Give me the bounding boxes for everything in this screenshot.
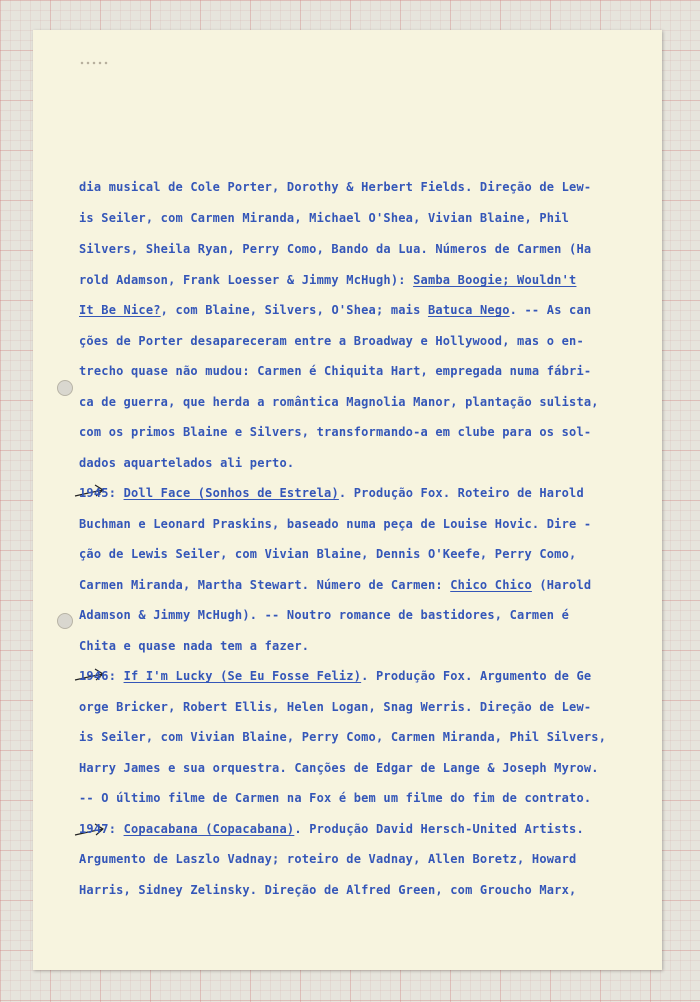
text-line: is Seiler, com Carmen Miranda, Michael O'Shea, Vivian Blaine, Phil: [79, 211, 570, 225]
text-line: Silvers, Sheila Ryan, Perry Como, Bando da Lua. Números de Carmen (Ha: [79, 242, 592, 256]
film-title: Copacabana (Copacabana): [123, 822, 295, 836]
text-line: Buchman e Leonard Praskins, baseado numa peça de Louise Hovic. Dire -: [79, 517, 592, 531]
text-line: trecho quase não mudou: Carmen é Chiquita Hart, empregada numa fábri-: [79, 364, 592, 378]
text-line: orge Bricker, Robert Ellis, Helen Logan, Snag Werris. Direção de Lew-: [79, 700, 592, 714]
song-title: Samba Boogie; Wouldn't: [413, 273, 577, 287]
film-title: Doll Face (Sonhos de Estrela): [123, 486, 339, 500]
text-line: ções de Porter desapareceram entre a Broadway e Hollywood, mas o en-: [79, 334, 584, 348]
text-line: rold Adamson, Frank Loesser & Jimmy McHugh): Samba Boogie; Wouldn't: [79, 273, 577, 287]
punch-hole: [57, 380, 73, 396]
song-title: Chico Chico: [450, 578, 532, 592]
text-line: is Seiler, com Vivian Blaine, Perry Como, Carmen Miranda, Phil Silvers,: [79, 730, 607, 744]
entry-1946: 1946: If I'm Lucky (Se Eu Fosse Feliz). Produção Fox. Argumento de Ge: [79, 669, 592, 683]
punch-hole: [57, 613, 73, 629]
text-line: -- O último filme de Carmen na Fox é bem um filme do fim de contrato.: [79, 791, 592, 805]
text-line: ção de Lewis Seiler, com Vivian Blaine, Dennis O'Keefe, Perry Como,: [79, 547, 577, 561]
text-line: Harris, Sidney Zelinsky. Direção de Alfred Green, com Groucho Marx,: [79, 883, 577, 897]
film-title: If I'm Lucky (Se Eu Fosse Feliz): [123, 669, 362, 683]
pencil-marks: [79, 60, 109, 66]
text-line: com os primos Blaine e Silvers, transformando-a em clube para os sol-: [79, 425, 592, 439]
entry-1945: 1945: Doll Face (Sonhos de Estrela). Produção Fox. Roteiro de Harold: [79, 486, 584, 500]
text-line: Adamson & Jimmy McHugh). -- Noutro romance de bastidores, Carmen é: [79, 608, 570, 622]
entry-1947: 1947: Copacabana (Copacabana). Produção David Hersch-United Artists.: [79, 822, 584, 836]
text-line: Chita e quase nada tem a fazer.: [79, 639, 310, 653]
song-title: It Be Nice?: [79, 303, 161, 317]
text-line: It Be Nice?, com Blaine, Silvers, O'Shea; mais Batuca Nego. -- As can: [79, 303, 592, 317]
text-line: Carmen Miranda, Martha Stewart. Número de Carmen: Chico Chico (Harold: [79, 578, 592, 592]
text-line: dia musical de Cole Porter, Dorothy & Herbert Fields. Direção de Lew-: [79, 180, 592, 194]
song-title: Batuca Nego: [427, 303, 510, 317]
text-line: dados aquartelados ali perto.: [79, 456, 295, 470]
text-line: Argumento de Laszlo Vadnay; roteiro de Vadnay, Allen Boretz, Howard: [79, 852, 577, 866]
text-line: ca de guerra, que herda a romântica Magnolia Manor, plantação sulista,: [79, 395, 599, 409]
text-line: Harry James e sua orquestra. Canções de Edgar de Lange & Joseph Myrow.: [79, 761, 599, 775]
